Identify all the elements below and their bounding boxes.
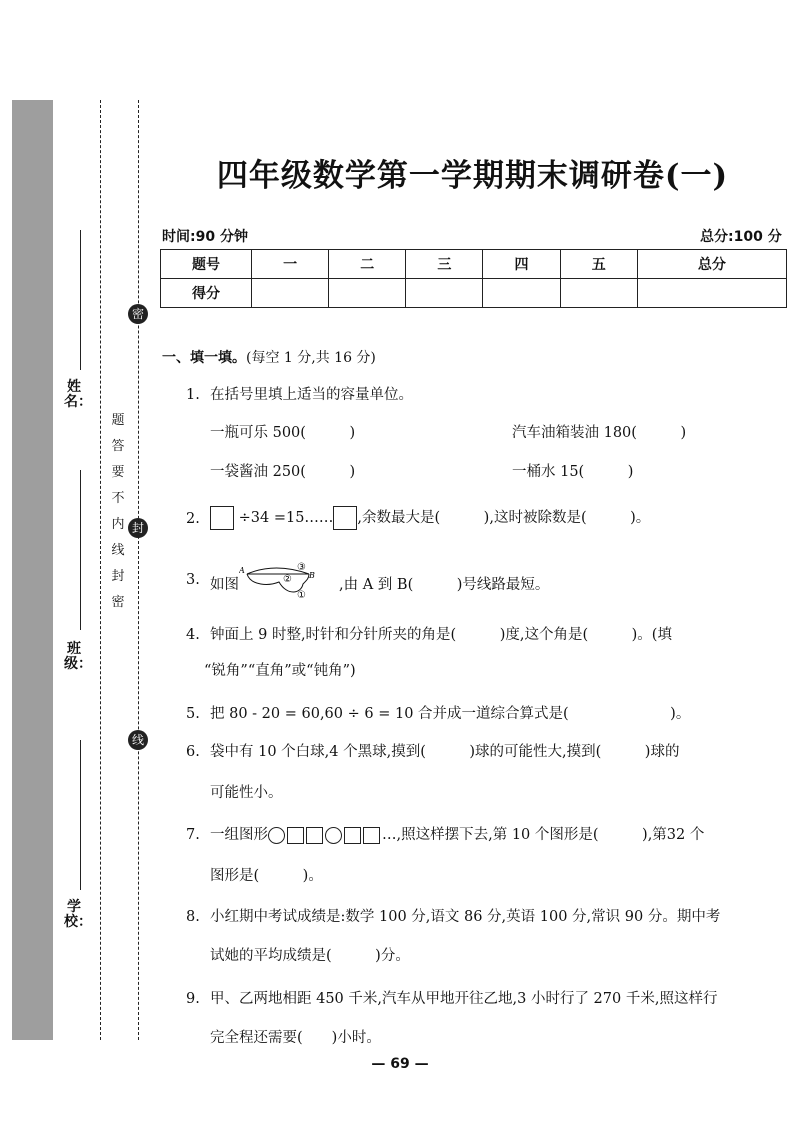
route-point-b: B [309,571,315,580]
table-header-cell: 题号 [161,250,252,279]
question-blank-line[interactable]: 完全程还需要( )小时。 [210,1030,381,1046]
question-text: ÷34 =15…… [238,510,334,526]
exam-time: 时间:90 分钟 [162,229,248,245]
question-blank-line[interactable]: 一桶水 15( ) [512,464,634,480]
score-table-header-row [161,250,787,279]
route-mark-2: ② [283,574,292,585]
question-text: 如图 A B ③ ② ① ,由 A 到 B( )号线路最短。 [210,562,550,600]
question-number: 4. [186,627,200,643]
class-label: 班级： [64,641,92,672]
score-cell[interactable] [406,279,483,308]
page-title: 四年级数学第一学期期末调研卷(一) [216,158,729,194]
answer-box[interactable] [210,506,234,530]
table-header-cell: 一 [252,250,329,279]
question-text[interactable]: ,由 A 到 B( )号线路最短。 [339,577,550,593]
question-number: 9. [186,991,200,1007]
question-blank-line[interactable]: 钟面上 9 时整,时针和分针所夹的角是( )度,这个角是( )。(填 [210,627,672,643]
row-label: 得分 [161,279,252,308]
question-blank-line[interactable]: 袋中有 10 个白球,4 个黑球,摸到( )球的可能性大,摸到( )球的 [210,744,680,760]
exam-total: 总分:100 分 [700,229,782,245]
question-blank-line[interactable]: 把 80 - 20 = 60,60 ÷ 6 = 10 合并成一道综合算式是( )。 [210,706,691,722]
route-point-a: A [239,566,245,575]
question-number: 3. [186,572,200,588]
question-number: 8. [186,909,200,925]
page-number: — 69 — [371,1056,429,1072]
question-text: 在括号里填上适当的容量单位。 [210,387,413,403]
score-table-score-row [161,279,787,308]
name-fill-line [80,230,81,370]
score-cell[interactable] [560,279,637,308]
table-header-cell: 总分 [637,250,786,279]
section-heading: 一、填一填。(每空 1 分,共 16 分) [162,350,376,366]
score-cell[interactable] [329,279,406,308]
class-fill-line [80,470,81,630]
circle-shape [268,827,285,844]
square-shape [287,827,304,844]
circle-shape [325,827,342,844]
route-diagram [239,560,339,600]
seal-feng: 封 [128,518,148,538]
table-header-cell: 五 [560,250,637,279]
question-blank-line[interactable]: 试她的平均成绩是( )分。 [210,948,410,964]
question-number: 7. [186,827,200,843]
square-shape [306,827,323,844]
cut-line-outer [100,100,101,1040]
table-header-cell: 四 [483,250,560,279]
question-number: 6. [186,744,200,760]
question-text: “锐角”“直角”或“钝角”) [204,663,356,679]
score-cell[interactable] [483,279,560,308]
answer-box[interactable] [333,506,357,530]
route-mark-1: ① [297,590,306,600]
question-text: 甲、乙两地相距 450 千米,汽车从甲地开往乙地,3 小时行了 270 千米,照这样行 [210,991,718,1007]
question-text: 一组图形 …,照这样摆下去,第 10 个图形是( ),第32 个 [210,827,705,843]
score-cell[interactable] [637,279,786,308]
question-blank-line[interactable]: 汽车油箱装油 180( ) [512,425,687,441]
question-number: 1. [186,387,200,403]
cut-line-inner [138,100,139,1040]
binding-sidebar [12,100,53,1040]
table-header-cell: 三 [406,250,483,279]
name-label: 姓名： [64,379,92,410]
question-blank-line[interactable]: 图形是( )。 [210,868,323,884]
question-blank-line[interactable]: 一瓶可乐 500( ) [210,425,356,441]
score-table [160,249,787,308]
school-fill-line [80,740,81,890]
binding-notice: 题 答 要 不 内 线 封 密 [111,413,125,610]
square-shape [344,827,361,844]
square-shape [363,827,380,844]
route-mark-3: ③ [297,562,306,573]
score-cell[interactable] [252,279,329,308]
school-label: 学校： [64,899,92,930]
question-number: 2. [186,511,200,527]
table-header-cell: 二 [329,250,406,279]
question-number: 5. [186,706,200,722]
question-blank-line[interactable]: 一袋酱油 250( ) [210,464,356,480]
question-text [210,506,650,530]
question-text: 小红期中考试成绩是:数学 100 分,语文 86 分,英语 100 分,常识 90 分。期中考 [210,909,721,925]
seal-mi: 密 [128,304,148,324]
question-text: 可能性小。 [210,785,283,801]
question-text[interactable]: …,照这样摆下去,第 10 个图形是( ),第32 个 [382,827,705,843]
question-text[interactable]: ,余数最大是( ),这时被除数是( )。 [357,510,651,526]
seal-xian: 线 [128,730,148,750]
